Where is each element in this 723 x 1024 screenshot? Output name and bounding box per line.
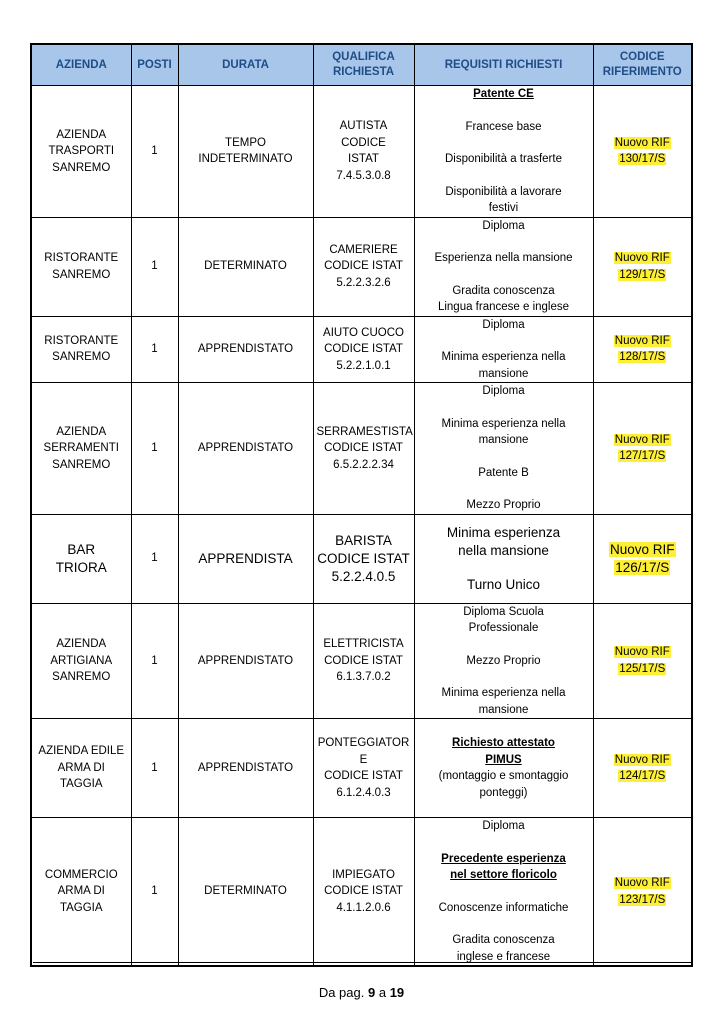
- requisito-line: Minima esperienza nella: [441, 351, 566, 363]
- requisito-spacer: [418, 481, 590, 497]
- codice-line: [597, 541, 689, 559]
- codice-highlight: Nuovo RIF: [614, 433, 670, 446]
- qualifica-line: CODICE ISTAT: [324, 343, 403, 355]
- cell-qualifica: [313, 217, 414, 316]
- requisito-line: Esperienza nella mansione: [434, 252, 573, 264]
- azienda-line: AZIENDA EDILE: [38, 745, 125, 758]
- qualifica-line: CODICE ISTAT: [324, 770, 403, 782]
- requisito-line: inglese e francese: [456, 950, 551, 963]
- qualifica-line: 6.1.3.7.0.2: [336, 671, 391, 683]
- requisito-spacer: [418, 669, 590, 685]
- cell-azienda: [31, 514, 131, 603]
- requisito-spacer: [418, 637, 590, 653]
- cell-requisiti: [414, 383, 593, 515]
- cell-codice: [593, 383, 692, 515]
- cell-codice: [593, 86, 692, 218]
- qualifica-line: CODICE ISTAT: [317, 550, 410, 566]
- requisito-spacer: [418, 103, 590, 119]
- cell-requisiti: [414, 316, 593, 383]
- cell-posti: 1: [131, 514, 178, 603]
- header-qualifica-line: RICHIESTA: [332, 66, 395, 78]
- requisito-spacer: [418, 884, 590, 900]
- cell-posti: 1: [131, 719, 178, 818]
- codice-line: [597, 448, 689, 465]
- azienda-line: RISTORANTE: [44, 334, 119, 347]
- cell-posti: 1: [131, 217, 178, 316]
- requisito-line: Mezzo Proprio: [466, 499, 541, 511]
- durata-line: APPRENDISTA: [198, 550, 293, 566]
- requisito-line: ponteggi): [479, 786, 528, 799]
- codice-highlight: 125/17/S: [619, 662, 666, 675]
- requisito-spacer: [418, 560, 590, 576]
- cell-azienda: [31, 818, 131, 967]
- requisito-spacer: [418, 267, 590, 283]
- requisito-line: mansione: [478, 703, 529, 716]
- table-row: [31, 603, 692, 719]
- codice-highlight: Nuovo RIF: [614, 136, 670, 149]
- requisito-line: Minima esperienza nella: [441, 417, 566, 430]
- table-row: [31, 316, 692, 383]
- footer-divider: [33, 962, 691, 963]
- requisito-line: Precedente esperienza: [441, 852, 566, 865]
- durata-line: DETERMINATO: [204, 885, 287, 898]
- cell-durata: [178, 316, 313, 383]
- codice-line: [597, 151, 689, 168]
- job-listings-table: [30, 43, 693, 967]
- azienda-line: SANREMO: [52, 351, 111, 364]
- footer-page-from: 9: [367, 985, 376, 1000]
- codice-highlight: 128/17/S: [619, 351, 666, 364]
- cell-azienda: [31, 217, 131, 316]
- cell-durata: [178, 86, 313, 218]
- table-row: [31, 514, 692, 603]
- table-row: [31, 383, 692, 515]
- header-qualifica-line: QUALIFICA: [332, 51, 395, 63]
- qualifica-line: 4.1.1.2.0.6: [336, 901, 391, 914]
- qualifica-line: 5.2.2.4.0.5: [331, 568, 396, 584]
- qualifica-line: IMPIEGATO: [332, 868, 395, 881]
- requisito-line: Disponibilità a trasferte: [445, 153, 562, 165]
- qualifica-line: E: [359, 753, 368, 766]
- requisito-line: Minima esperienza: [446, 524, 561, 540]
- cell-requisiti: [414, 603, 593, 719]
- codice-highlight: Nuovo RIF: [609, 541, 675, 557]
- header-codice-line: CODICE: [619, 51, 665, 63]
- cell-codice: [593, 217, 692, 316]
- azienda-line: RISTORANTE: [44, 252, 119, 264]
- azienda-line: AZIENDA: [56, 128, 107, 141]
- azienda-line: BAR: [67, 541, 96, 557]
- cell-azienda: [31, 719, 131, 818]
- qualifica-line: CODICE: [341, 136, 386, 149]
- qualifica-line: PONTEGGIATOR: [317, 737, 410, 749]
- requisito-spacer: [418, 333, 590, 349]
- cell-posti: 1: [131, 316, 178, 383]
- cell-azienda: [31, 383, 131, 515]
- qualifica-line: 6.1.2.4.0.3: [336, 786, 391, 799]
- cell-qualifica: [313, 514, 414, 603]
- qualifica-line: 5.2.2.1.0.1: [336, 359, 391, 372]
- qualifica-line: AUTISTA: [339, 120, 388, 133]
- cell-azienda: [31, 86, 131, 218]
- cell-posti: 1: [131, 818, 178, 967]
- azienda-line: ARMA DI: [57, 761, 105, 774]
- qualifica-line: 6.5.2.2.2.34: [333, 458, 394, 471]
- requisito-line: Diploma: [482, 318, 525, 331]
- cell-durata: [178, 383, 313, 515]
- codice-highlight: 126/17/S: [615, 559, 670, 575]
- job-listings-page: [30, 43, 691, 967]
- qualifica-line: CODICE ISTAT: [324, 260, 403, 273]
- codice-line: [597, 768, 689, 785]
- requisito-line: nel settore floricolo: [450, 869, 557, 881]
- azienda-line: COMMERCIO: [44, 868, 118, 881]
- cell-requisiti: [414, 86, 593, 218]
- header-codice-line: RIFERIMENTO: [602, 66, 682, 78]
- azienda-line: TAGGIA: [59, 778, 103, 791]
- azienda-line: TAGGIA: [59, 901, 103, 914]
- cell-requisiti: [414, 719, 593, 818]
- cell-requisiti: [414, 514, 593, 603]
- codice-line: [597, 250, 689, 267]
- cell-codice: [593, 316, 692, 383]
- cell-qualifica: [313, 719, 414, 818]
- requisito-spacer: [418, 400, 590, 416]
- azienda-line: SERRAMENTI: [43, 442, 119, 454]
- qualifica-line: 7.4.5.3.0.8: [336, 169, 391, 182]
- table-row: [31, 217, 692, 316]
- requisito-line: Diploma: [482, 219, 525, 232]
- cell-qualifica: [313, 86, 414, 218]
- cell-azienda: [31, 316, 131, 383]
- azienda-line: ARTIGIANA: [50, 654, 113, 667]
- requisito-line: Turno Unico: [466, 576, 541, 592]
- qualifica-line: CAMERIERE: [329, 243, 398, 256]
- codice-highlight: Nuovo RIF: [614, 334, 670, 347]
- cell-durata: [178, 603, 313, 719]
- requisito-line: Lingua francese e inglese: [437, 301, 570, 313]
- qualifica-line: CODICE ISTAT: [324, 442, 403, 454]
- qualifica-line: BARISTA: [335, 532, 392, 548]
- footer-sep: a: [378, 985, 387, 1000]
- codice-highlight: Nuovo RIF: [614, 646, 670, 659]
- durata-line: APPRENDISTATO: [197, 761, 294, 774]
- requisito-line: Professionale: [468, 622, 539, 634]
- cell-qualifica: [313, 383, 414, 515]
- qualifica-line: AIUTO CUOCO: [323, 326, 404, 339]
- azienda-line: AZIENDA: [56, 638, 107, 650]
- codice-highlight: Nuovo RIF: [614, 753, 670, 766]
- header-codice: [593, 44, 692, 86]
- codice-highlight: 127/17/S: [619, 450, 666, 463]
- durata-line: APPRENDISTATO: [197, 654, 294, 667]
- azienda-line: SANREMO: [52, 268, 111, 281]
- cell-requisiti: [414, 217, 593, 316]
- qualifica-line: SERRAMESTISTA: [316, 425, 413, 438]
- requisito-line: Gradita conoscenza: [452, 934, 555, 946]
- cell-posti: 1: [131, 383, 178, 515]
- page-footer: [0, 985, 723, 1000]
- requisito-line: mansione: [478, 367, 529, 380]
- qualifica-line: CODICE ISTAT: [324, 654, 403, 667]
- durata-line: APPRENDISTATO: [197, 442, 294, 454]
- durata-line: DETERMINATO: [204, 260, 287, 273]
- cell-qualifica: [313, 316, 414, 383]
- table-row: [31, 818, 692, 967]
- header-posti: POSTI: [131, 44, 178, 86]
- header-durata: DURATA: [178, 44, 313, 86]
- cell-durata: [178, 514, 313, 603]
- table-header-row: [31, 44, 692, 86]
- cell-posti: 1: [131, 86, 178, 218]
- cell-qualifica: [313, 603, 414, 719]
- cell-codice: [593, 514, 692, 603]
- requisito-line: Diploma: [482, 385, 525, 397]
- durata-line: INDETERMINATO: [198, 153, 293, 166]
- requisito-line: Patente B: [478, 466, 529, 479]
- azienda-line: SANREMO: [52, 161, 111, 174]
- requisito-line: Francese base: [465, 120, 542, 133]
- requisito-line: PIMUS: [485, 753, 522, 766]
- requisito-spacer: [418, 449, 590, 465]
- requisito-line: Disponibilità a lavorare: [445, 185, 562, 198]
- codice-line: [597, 644, 689, 661]
- codice-line: [597, 559, 689, 577]
- codice-line: [597, 661, 689, 678]
- codice-line: [597, 333, 689, 350]
- codice-highlight: Nuovo RIF: [614, 252, 670, 264]
- durata-line: APPRENDISTATO: [197, 343, 294, 355]
- codice-line: [597, 752, 689, 769]
- cell-durata: [178, 217, 313, 316]
- qualifica-line: 5.2.2.3.2.6: [336, 276, 391, 289]
- qualifica-line: ELETTRICISTA: [323, 638, 404, 650]
- table-row: [31, 86, 692, 218]
- requisito-line: festivi: [488, 202, 519, 214]
- header-azienda: AZIENDA: [31, 44, 131, 86]
- cell-posti: 1: [131, 603, 178, 719]
- cell-durata: [178, 818, 313, 967]
- codice-highlight: 123/17/S: [619, 893, 666, 906]
- qualifica-line: ISTAT: [348, 153, 379, 166]
- requisito-line: Gradita conoscenza: [452, 284, 555, 297]
- requisito-line: Mezzo Proprio: [466, 654, 541, 667]
- requisito-line: Diploma Scuola: [463, 605, 544, 618]
- cell-durata: [178, 719, 313, 818]
- codice-line: [597, 135, 689, 152]
- codice-highlight: 130/17/S: [619, 153, 666, 166]
- header-qualifica: [313, 44, 414, 86]
- codice-line: [597, 892, 689, 909]
- codice-highlight: Nuovo RIF: [614, 877, 670, 889]
- azienda-line: SANREMO: [52, 458, 111, 471]
- requisito-spacer: [418, 835, 590, 851]
- cell-codice: [593, 719, 692, 818]
- azienda-line: AZIENDA: [56, 425, 107, 438]
- requisito-spacer: [418, 135, 590, 151]
- requisito-line: Conoscenze informatiche: [438, 901, 569, 914]
- azienda-line: SANREMO: [52, 671, 111, 683]
- cell-azienda: [31, 603, 131, 719]
- codice-line: [597, 432, 689, 449]
- requisito-line: Patente CE: [473, 88, 534, 100]
- codice-line: [597, 875, 689, 892]
- codice-line: [597, 267, 689, 284]
- cell-codice: [593, 603, 692, 719]
- codice-highlight: 124/17/S: [619, 770, 666, 782]
- requisito-spacer: [418, 916, 590, 932]
- requisito-line: Richiesto attestato: [452, 737, 555, 749]
- header-requisiti: REQUISITI RICHIESTI: [414, 44, 593, 86]
- azienda-line: TRIORA: [55, 559, 107, 575]
- cell-requisiti: [414, 818, 593, 967]
- codice-highlight: 129/17/S: [619, 268, 666, 281]
- footer-prefix: Da pag.: [318, 985, 365, 1000]
- requisito-line: mansione: [478, 434, 529, 446]
- durata-line: TEMPO: [225, 136, 266, 149]
- requisito-line: (montaggio e smontaggio: [438, 770, 569, 782]
- requisito-spacer: [418, 234, 590, 250]
- codice-line: [597, 349, 689, 366]
- requisito-line: Minima esperienza nella: [441, 687, 566, 699]
- requisito-line: Diploma: [482, 820, 525, 832]
- footer-page-to: 19: [389, 985, 405, 1000]
- requisito-line: nella mansione: [458, 542, 549, 558]
- cell-qualifica: [313, 818, 414, 967]
- azienda-line: TRASPORTI: [48, 145, 115, 157]
- qualifica-line: CODICE ISTAT: [324, 885, 403, 898]
- table-row: [31, 719, 692, 818]
- cell-codice: [593, 818, 692, 967]
- requisito-spacer: [418, 168, 590, 184]
- azienda-line: ARMA DI: [57, 885, 105, 898]
